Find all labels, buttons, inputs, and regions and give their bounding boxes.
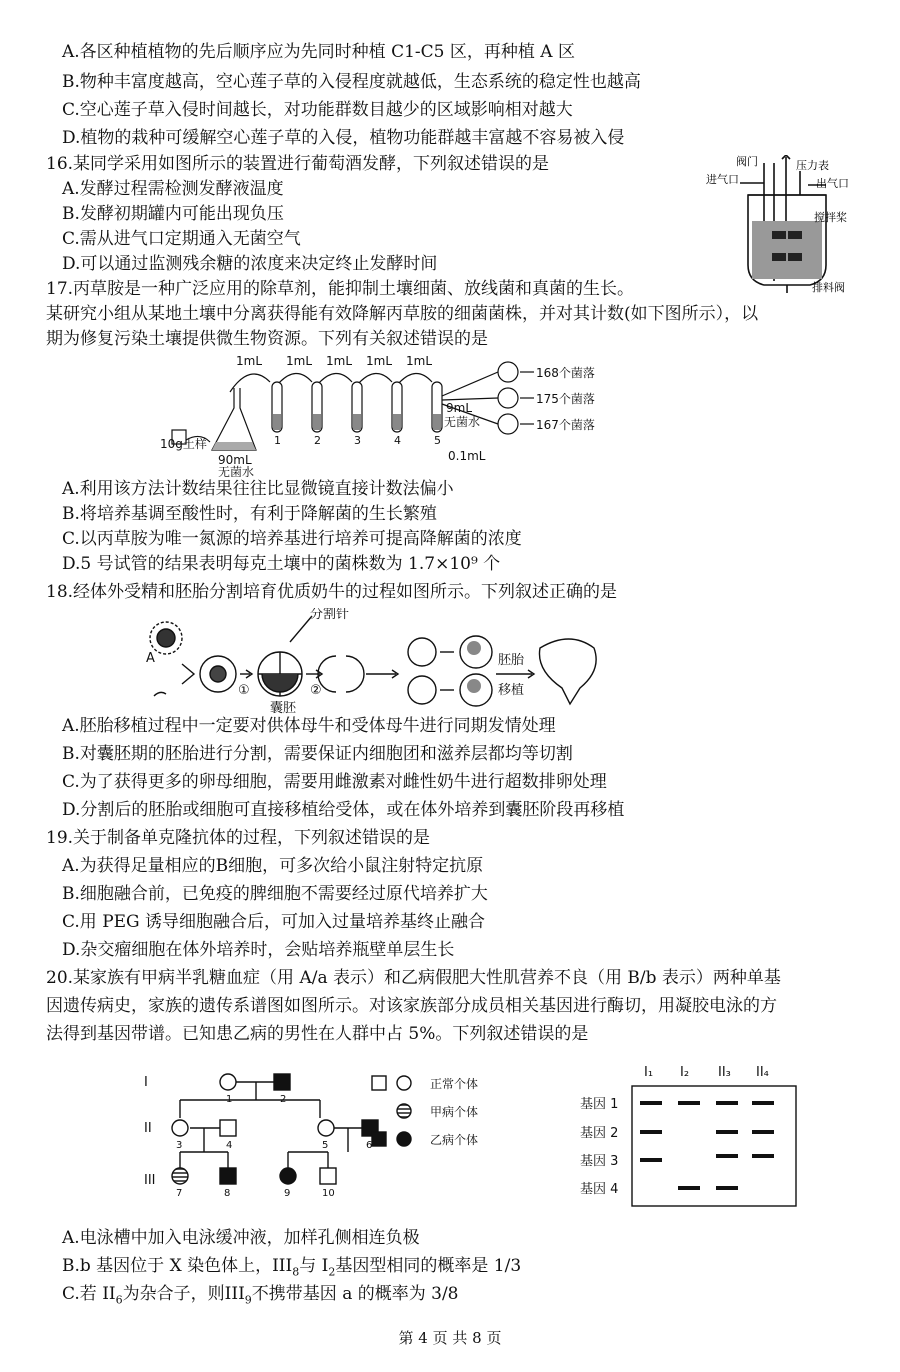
stirrer-label: 搅拌桨 bbox=[814, 211, 847, 224]
q19-stem: 19.关于制备单克隆抗体的过程，下列叙述错误的是 bbox=[46, 828, 431, 848]
q18-stem: 18.经体外受精和胚胎分割培育优质奶牛的过程如图所示。下列叙述正确的是 bbox=[46, 582, 618, 602]
member-label: 10 bbox=[322, 1188, 335, 1199]
q16-option-a: A.发酵过程需检测发酵液温度 bbox=[62, 179, 284, 199]
q19-option-d: D.杂交瘤细胞在体外培养时，会贴培养瓶壁单层生长 bbox=[62, 940, 455, 960]
soil-label: 10g土样 bbox=[160, 437, 207, 451]
q20-option-a: A.电泳槽中加入电泳缓冲液，加样孔侧相连负极 bbox=[62, 1228, 420, 1248]
q20-option-c: C.若 $II_6$为杂合子，则$III_9$不携带基因 a 的概率为 3/8 bbox=[62, 1284, 459, 1307]
embryo-split-diagram bbox=[140, 608, 610, 718]
member-label: 5 bbox=[322, 1140, 329, 1151]
gen-label: III bbox=[144, 1173, 156, 1188]
legend-normal: 正常个体 bbox=[430, 1077, 479, 1091]
pedigree-chart bbox=[140, 1060, 500, 1210]
plating-volume: 0.1mL bbox=[448, 449, 486, 463]
q19-option-b: B.细胞融合前，已免疫的脾细胞不需要经过原代培养扩大 bbox=[62, 884, 488, 904]
inlet-label: 进气口 bbox=[706, 173, 739, 186]
transfer-label-1: 胚胎 bbox=[498, 653, 525, 668]
q18-option-a: A.胚胎移植过程中一定要对供体母牛和受体母牛进行同期发情处理 bbox=[62, 716, 556, 736]
member-label: 3 bbox=[176, 1140, 183, 1151]
tube-water-label: 无菌水 bbox=[444, 415, 481, 429]
q16-stem: 16.某同学采用如图所示的装置进行葡萄酒发酵，下列叙述错误的是 bbox=[46, 154, 550, 174]
q16-option-c: C.需从进气口定期通入无菌空气 bbox=[62, 229, 301, 249]
tube-number: 5 bbox=[434, 434, 441, 447]
member-label: 2 bbox=[280, 1094, 287, 1105]
lane-label: II₄ bbox=[756, 1065, 769, 1080]
lane-label: I₁ bbox=[644, 1065, 654, 1080]
gen-label: I bbox=[144, 1075, 148, 1090]
q16-option-d: D.可以通过监测残余糖的浓度来决定终止发酵时间 bbox=[62, 254, 438, 274]
q17-option-b: B.将培养基调至酸性时，有利于降解菌的生长繁殖 bbox=[62, 504, 437, 524]
q19-option-c: C.用 PEG 诱导细胞融合后，可加入过量培养基终止融合 bbox=[62, 912, 486, 932]
colony-count: 175个菌落 bbox=[536, 392, 595, 406]
q20-stem-line2: 因遗传病史，家族的遗传系谱图如图所示。对该家族部分成员相关基因进行酶切，用凝胶电泳的方 bbox=[46, 996, 777, 1016]
q18-option-c: C.为了获得更多的卵母细胞，需要用雌激素对雌性奶牛进行超数排卵处理 bbox=[62, 772, 607, 792]
gauge-label: 压力表 bbox=[796, 159, 829, 172]
q17-stem-line2: 某研究小组从某地土壤中分离获得能有效降解丙草胺的细菌菌株，并对其计数(如下图所示），以 bbox=[46, 304, 759, 324]
label-1: ① bbox=[238, 683, 250, 698]
q15-option-a: A.各区种植植物的先后顺序应为先同时种植 C1-C5 区，再种植 A 区 bbox=[62, 42, 575, 62]
tube-number: 2 bbox=[314, 434, 321, 447]
blastocyst-label: 囊胚 bbox=[270, 701, 297, 716]
page-footer: 第 4 页 共 8 页 bbox=[398, 1329, 502, 1347]
member-label: 6 bbox=[366, 1140, 373, 1151]
transfer-label: 1mL bbox=[406, 354, 433, 368]
q15-option-b: B.物种丰富度越高，空心莲子草的入侵程度就越低，生态系统的稳定性也越高 bbox=[62, 72, 641, 92]
dilution-diagram bbox=[160, 352, 630, 477]
flask-water-label: 无菌水 bbox=[218, 465, 255, 477]
q15-option-d: D.植物的栽种可缓解空心莲子草的入侵，植物功能群越丰富越不容易被入侵 bbox=[62, 128, 625, 148]
gene-label: 基因 4 bbox=[580, 1182, 619, 1197]
colony-count: 168个菌落 bbox=[536, 366, 595, 380]
tube-number: 1 bbox=[274, 434, 281, 447]
member-label: 9 bbox=[284, 1188, 291, 1199]
q20-stem-line3: 法得到基因带谱。已知患乙病的男性在人群中占 5%。下列叙述错误的是 bbox=[46, 1024, 589, 1044]
transfer-label: 1mL bbox=[236, 354, 263, 368]
q17-option-c: C.以丙草胺为唯一氮源的培养基进行培养可提高降解菌的浓度 bbox=[62, 529, 522, 549]
q18-option-b: B.对囊胚期的胚胎进行分割，需要保证内细胞团和滋养层都均等切割 bbox=[62, 744, 573, 764]
transfer-label-2: 移植 bbox=[498, 683, 525, 698]
transfer-label: 1mL bbox=[286, 354, 313, 368]
lane-label: I₂ bbox=[680, 1065, 690, 1080]
member-label: 1 bbox=[226, 1094, 233, 1105]
member-label: 8 bbox=[224, 1188, 231, 1199]
gen-label: II bbox=[144, 1121, 152, 1136]
tube-number: 4 bbox=[394, 434, 401, 447]
valve-label: 阀门 bbox=[736, 155, 758, 168]
q20-option-b: B.b 基因位于 X 染色体上，$III_8$与 $I_2$基因型相同的概率是 1/3 bbox=[62, 1256, 522, 1279]
gel-band-chart bbox=[580, 1062, 800, 1212]
gene-label: 基因 1 bbox=[580, 1097, 619, 1112]
member-label: 4 bbox=[226, 1140, 233, 1151]
colony-count: 167个菌落 bbox=[536, 418, 595, 432]
q17-stem-line3: 期为修复污染土壤提供微生物资源。下列有关叙述错误的是 bbox=[46, 329, 488, 349]
transfer-label: 1mL bbox=[366, 354, 393, 368]
gene-label: 基因 2 bbox=[580, 1126, 619, 1141]
q18-option-d: D.分割后的胚胎或细胞可直接移植给受体，或在体外培养到囊胚阶段再移植 bbox=[62, 800, 625, 820]
tube-number: 3 bbox=[354, 434, 361, 447]
needle-label: 分割针 bbox=[310, 608, 350, 622]
q17-stem-line1: 17.丙草胺是一种广泛应用的除草剂，能抑制土壤细菌、放线菌和真菌的生长。 bbox=[46, 279, 635, 299]
tube-water-volume: 9mL bbox=[446, 401, 473, 415]
legend-disease-b: 乙病个体 bbox=[430, 1133, 479, 1147]
drain-label: 排料阀 bbox=[812, 281, 845, 294]
flask-volume-label: 90mL bbox=[218, 453, 252, 467]
member-label: 7 bbox=[176, 1188, 183, 1199]
q20-stem-line1: 20.某家族有甲病半乳糖血症（用 A/a 表示）和乙病假肥大性肌营养不良（用 B/b 表示）两种单基 bbox=[46, 968, 781, 988]
fermenter-diagram bbox=[700, 155, 860, 295]
gene-label: 基因 3 bbox=[580, 1154, 619, 1169]
q19-option-a: A.为获得足量相应的B细胞，可多次给小鼠注射特定抗原 bbox=[62, 856, 484, 876]
transfer-label: 1mL bbox=[326, 354, 353, 368]
label-a: A bbox=[146, 651, 155, 666]
q16-option-b: B.发酵初期罐内可能出现负压 bbox=[62, 204, 284, 224]
lane-label: II₃ bbox=[718, 1065, 731, 1080]
outlet-label: 出气口 bbox=[816, 177, 849, 190]
q15-option-c: C.空心莲子草入侵时间越长，对功能群数目越少的区域影响相对越大 bbox=[62, 100, 573, 120]
legend-disease-a: 甲病个体 bbox=[430, 1105, 479, 1119]
q17-option-a: A.利用该方法计数结果往往比显微镜直接计数法偏小 bbox=[62, 479, 454, 499]
label-2: ② bbox=[310, 683, 322, 698]
q17-option-d: D.5 号试管的结果表明每克土壤中的菌株数为 1.7×10⁹ 个 bbox=[62, 554, 501, 574]
